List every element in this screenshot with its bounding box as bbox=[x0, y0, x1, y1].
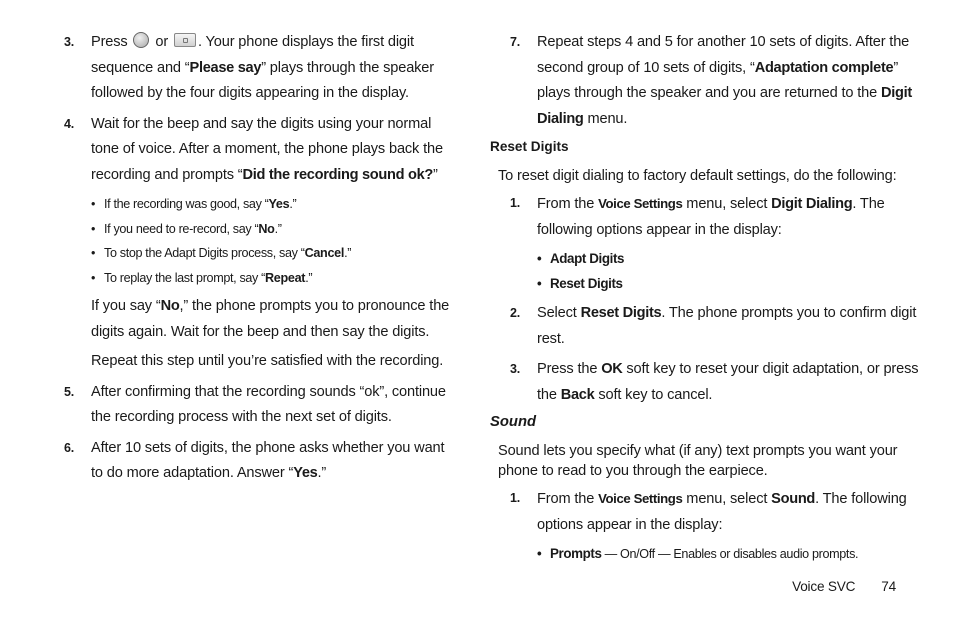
key-name: OK bbox=[601, 361, 623, 377]
menu-name: Reset Digits bbox=[580, 305, 662, 321]
step-text: After confirming that the recording sounds “ok”, continue the recording process with the next set of digits. bbox=[91, 383, 446, 425]
left-column bbox=[62, 30, 454, 492]
option-name: Prompts bbox=[550, 546, 602, 561]
step-paragraph: Repeat this step until you’re satisfied with the recording. bbox=[91, 353, 444, 369]
bullet-text: .” bbox=[344, 246, 352, 260]
section-heading-reset-digits: Reset Digits bbox=[490, 139, 569, 154]
step-text: . The following options appear in the display: bbox=[537, 491, 907, 533]
step-number: 7. bbox=[510, 35, 521, 49]
right-column bbox=[490, 30, 919, 572]
step-text: Press bbox=[91, 34, 128, 50]
step-number: 4. bbox=[64, 116, 75, 131]
step-text: soft key to cancel. bbox=[594, 386, 713, 403]
step-number: 1. bbox=[510, 491, 521, 505]
step-text: Wait for the beep and say the digits using your normal tone of voice. After a moment, the phone plays back the recording and prompts “ bbox=[91, 115, 443, 183]
step-5 bbox=[62, 380, 454, 431]
step-text: After 10 sets of digits, the phone asks whether you want to do more adaptation. Answer “ bbox=[91, 439, 445, 481]
step-number: 2. bbox=[510, 306, 521, 320]
bullet-text: .” bbox=[274, 221, 282, 236]
list-item: • Reset Digits bbox=[537, 272, 927, 297]
step-number: 6. bbox=[64, 440, 75, 455]
step-text: ,” the phone prompts you to pronounce the digits again. Wait for the beep and then say the digits. bbox=[91, 298, 450, 340]
step-text: . The phone prompts you to confirm digit rest. bbox=[537, 305, 917, 347]
option-description: — On/Off — Enables or disables audio prompts. bbox=[601, 547, 859, 561]
reset-step-3 bbox=[508, 357, 927, 408]
options-list bbox=[537, 542, 927, 567]
prompt-text: No bbox=[160, 298, 180, 314]
step-4 bbox=[62, 112, 454, 375]
reset-step-2 bbox=[508, 301, 927, 352]
bullet-text: To stop the Adapt Digits process, say “ bbox=[104, 246, 305, 260]
list-item bbox=[91, 217, 454, 242]
step-text: Press the bbox=[537, 361, 602, 377]
step-text: ” bbox=[433, 166, 438, 183]
step-7 bbox=[508, 30, 927, 132]
menu-name: Voice Settings bbox=[598, 196, 683, 211]
step-number: 3. bbox=[64, 35, 75, 49]
menu-name: Digit Dialing bbox=[537, 85, 912, 127]
step-number: 1. bbox=[510, 196, 521, 210]
step-number: 5. bbox=[64, 384, 75, 399]
step-text: Select bbox=[537, 305, 581, 321]
menu-key-icon bbox=[174, 33, 196, 47]
step-text: menu, select bbox=[682, 196, 772, 212]
prompt-text: Please say bbox=[189, 59, 262, 76]
step-text: or bbox=[155, 34, 169, 50]
bullet-text: .” bbox=[305, 270, 313, 285]
step-text: From the bbox=[537, 491, 599, 507]
list-item bbox=[91, 192, 454, 217]
options-list bbox=[537, 247, 927, 296]
menu-name: Digit Dialing bbox=[771, 196, 853, 212]
page-footer bbox=[792, 579, 896, 594]
prompt-text: Yes bbox=[293, 465, 318, 481]
sound-step-1 bbox=[508, 486, 927, 567]
step-paragraph bbox=[91, 294, 454, 345]
section-intro: Sound lets you specify what (if any) text prompts you want your phone to read to you through the earpiece. bbox=[498, 443, 898, 479]
section-intro: To reset digit dialing to factory default settings, do the following: bbox=[498, 168, 897, 184]
list-item bbox=[91, 266, 454, 291]
section-heading-sound: Sound bbox=[490, 414, 537, 430]
bullet-keyword: No bbox=[258, 221, 275, 236]
bullet-text: .” bbox=[289, 197, 297, 211]
step-text: . Your phone displays the first digit sequence and “ bbox=[91, 34, 414, 76]
menu-name: Voice Settings bbox=[598, 491, 683, 506]
list-item bbox=[537, 542, 927, 567]
step-text: ” plays through the speaker followed by the four digits appearing in the display. bbox=[91, 59, 434, 101]
list-item: • Adapt Digits bbox=[537, 247, 927, 272]
bullet-keyword: Cancel bbox=[304, 246, 345, 260]
list-item bbox=[91, 241, 454, 266]
bullet-text: If the recording was good, say “ bbox=[104, 197, 269, 211]
key-name: Back bbox=[560, 386, 595, 403]
menu-name: Sound bbox=[771, 491, 816, 507]
page-number: 74 bbox=[881, 579, 896, 594]
bullet-text: If you need to re-record, say “ bbox=[104, 221, 259, 236]
bullet-keyword: Yes bbox=[268, 197, 290, 211]
bullet-text: To replay the last prompt, say “ bbox=[104, 270, 265, 285]
prompt-text: Adaptation complete bbox=[754, 59, 894, 76]
prompt-text: Did the recording sound ok? bbox=[242, 166, 434, 183]
step-text: ” plays through the speaker and you are returned to the bbox=[537, 59, 899, 101]
step-text: If you say “ bbox=[91, 298, 161, 314]
reset-step-1 bbox=[508, 191, 927, 296]
round-nav-key-icon bbox=[133, 32, 149, 48]
step-text: .” bbox=[317, 465, 327, 481]
step-text: Repeat steps 4 and 5 for another 10 sets of digits. After the second group of 10 sets of digits, “ bbox=[537, 34, 910, 76]
step-text: From the bbox=[537, 196, 599, 212]
step-number: 3. bbox=[510, 362, 521, 376]
section-name: Voice SVC bbox=[792, 579, 856, 594]
step-text: menu, select bbox=[682, 491, 772, 507]
bullet-keyword: Repeat bbox=[265, 270, 306, 285]
step-3 bbox=[62, 30, 454, 107]
step-6 bbox=[62, 436, 454, 487]
step-text: menu. bbox=[583, 110, 628, 127]
step-text: soft key to reset your digit adaptation, or press the bbox=[537, 361, 919, 403]
response-list bbox=[91, 192, 454, 290]
step-text: . The following options appear in the display: bbox=[537, 196, 885, 238]
